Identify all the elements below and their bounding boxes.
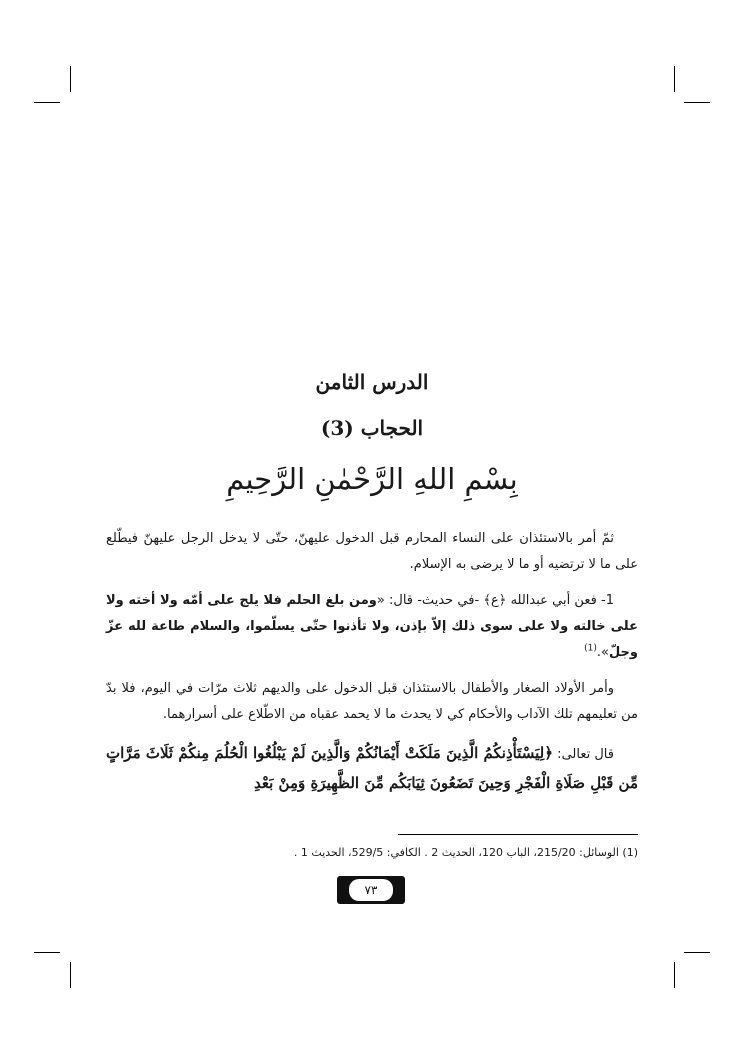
paragraph: وأمر الأولاد الصغار والأطفال بالاستئذان قبل الدخول على والديهم ثلاث مرّات في اليوم، فلا بدّ من تعليمهم تلك الآداب والأحكام كي لا يحدث ما لا يحمد عقباه من الاطّلاع على أسرارهما. (106, 681, 638, 722)
quran-verse: ﴿لِيَسْتَأْذِنكُمُ الَّذِينَ مَلَكَتْ أَيْمَانُكُمْ وَالَّذِينَ لَمْ يَبْلُغُوا الْحُلُمَ مِنكُمْ ثَلَاثَ مَرَّاتٍ مِّن قَبْلِ صَلَاةِ الْفَجْرِ وَحِينَ تَضَعُونَ ثِيَابَكُم مِّنَ الظَّهِيرَةِ وَمِنْ بَعْدِ (106, 744, 638, 792)
lesson-subtitle: الحجاب (3) (320, 416, 424, 440)
hadith-text: ومن بلغ الحلم فلا يلج على أمّه ولا أخته ولا على خالته ولا على سوى ذلك إلاّ بإذن، ولا تأذنوا حتّى يسلّموا، والسلام طاعة لله عزّ وجلّ (106, 593, 638, 660)
footnote: (1) الوسائل: 215/20، الباب 120، الحديث 2 . الكافي: 529/5، الحديث 1 . (293, 846, 638, 859)
crop-mark (70, 66, 71, 92)
basmala: بِسْمِ اللهِ الرَّحْمٰنِ الرَّحِيمِ (226, 462, 518, 496)
crop-mark (674, 962, 675, 988)
paragraph: قال تعالى: ﴿لِيَسْتَأْذِنكُمُ الَّذِينَ مَلَكَتْ أَيْمَانُكُمْ وَالَّذِينَ لَمْ يَبْلُغُوا الْحُلُمَ مِنكُمْ ثَلَاثَ مَرَّاتٍ مِّن قَبْلِ صَلَاةِ الْفَجْرِ وَحِينَ تَضَعُونَ ثِيَابَكُم مِّنَ الظَّهِيرَةِ وَمِنْ بَعْدِ (106, 744, 638, 792)
crop-mark (684, 102, 710, 103)
crop-mark (34, 952, 60, 953)
paragraph: ثمّ أمر بالاستئذان على النساء المحارم قبل الدخول عليهنّ، حتّى لا يدخل الرجل عليهنّ فيطّلع على ما لا ترتضيه أو ما لا يرضى به الإسلام. (106, 531, 638, 572)
crop-mark (34, 102, 60, 103)
crop-mark (70, 962, 71, 988)
crop-mark (684, 952, 710, 953)
crop-mark (674, 66, 675, 92)
page-number-badge (337, 876, 405, 904)
footnote-ref: (1) (584, 643, 597, 654)
page-number: ٧٣ (349, 879, 393, 901)
paragraph: 1- فعن أبي عبدالله ﴿ع﴾ -في حديث- قال: «ومن بلغ الحلم فلا يلج على أمّه ولا أخته ولا على خالته ولا على سوى ذلك إلاّ بإذن، ولا تأذنوا حتّى يسلّموا، والسلام طاعة لله عزّ وجلّ».$^{(1)}$ (106, 593, 638, 660)
lesson-title: الدرس الثامن (315, 370, 429, 394)
body-text (106, 526, 638, 798)
footnote-divider (398, 834, 638, 835)
